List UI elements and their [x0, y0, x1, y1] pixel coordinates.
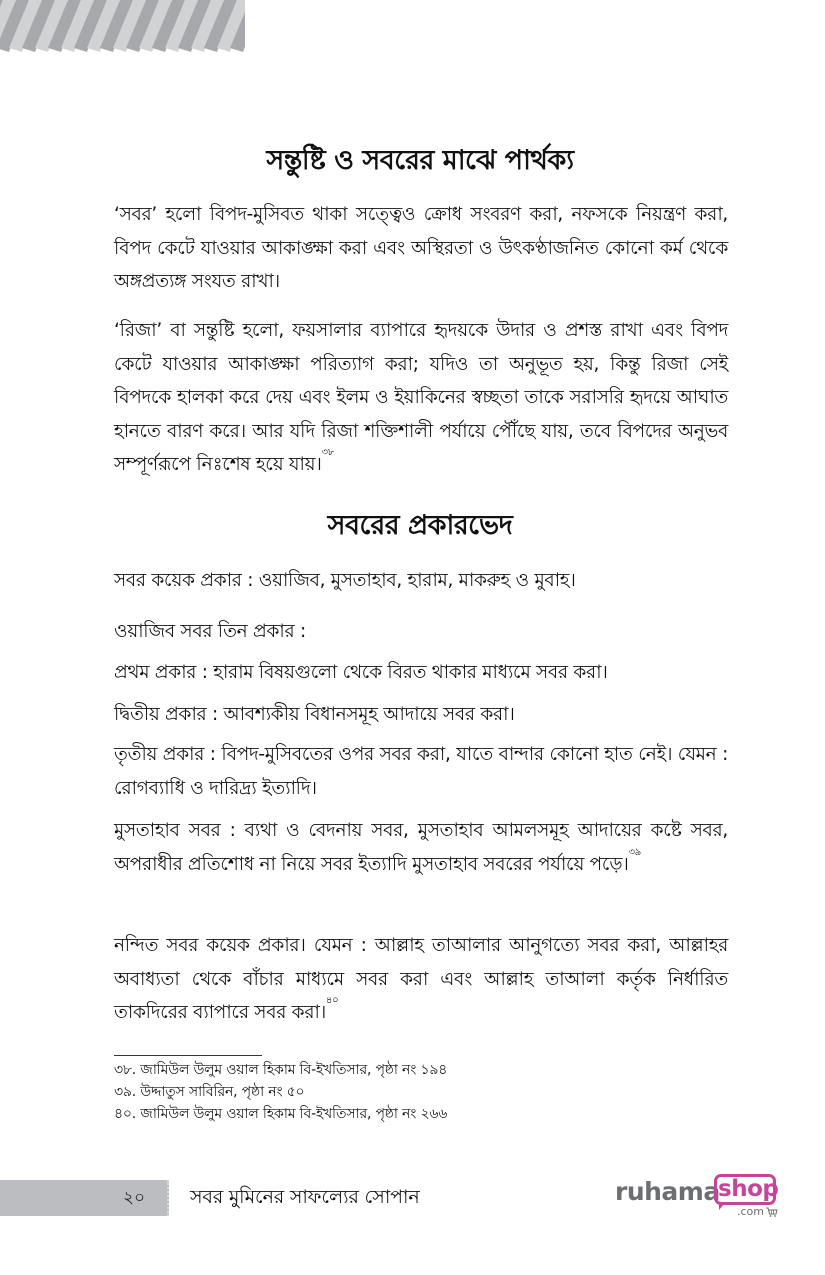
paragraph-text: তৃতীয় প্রকার : বিপদ-মুসিবতের ওপর সবর করা, যাতে বান্দার কোনো হাত নেই। যেমন : রোগব্যাধি ও দারিদ্র্য ইত্যাদি। [114, 744, 728, 799]
paragraph-wajib-three-types [114, 615, 728, 649]
page-number: ২০ [122, 1188, 146, 1208]
logo-text-ruhama: ruhama [615, 1177, 720, 1206]
paragraph-sabr-definition [114, 198, 728, 299]
header-stripes-decoration [0, 0, 245, 56]
paragraph-text: দ্বিতীয় প্রকার : আবশ্যকীয় বিধানসমূহ আদায়ে সবর করা। [114, 704, 515, 725]
footnote-divider [114, 1055, 262, 1056]
paragraph-second-type [114, 698, 728, 732]
section-heading-satisfaction-vs-patience: সন্তুষ্টি ও সবরের মাঝে পার্থক্য [266, 145, 574, 176]
footnotes [114, 1059, 714, 1125]
logo-text-shop: shop [718, 1176, 779, 1202]
logo-text-dotcom: .com [737, 1205, 764, 1218]
footnote-ref-38[interactable]: ৩৮ [321, 447, 334, 458]
footnote-ref-40[interactable]: ৪০ [325, 995, 339, 1006]
footnote-38: ৩৮. জামিউল উলুম ওয়াল হিকাম বি-ইখতিসার, পৃষ্ঠা নং ১৯৪ [114, 1062, 448, 1078]
paragraph-third-type [114, 738, 728, 805]
paragraph-text: ওয়াজিব সবর তিন প্রকার : [114, 621, 306, 642]
paragraph-praised-sabr [114, 929, 728, 1030]
shopping-cart-icon [766, 1207, 778, 1217]
paragraph-text: ‘সবর’ হলো বিপদ-মুসিবত থাকা সত্ত্বেও ক্রোধ সংবরণ করা, নফসকে নিয়ন্ত্রণ করা, বিপদ কেটে যাওয়ার আকাঙ্ক্ষা করা এবং অস্থিরতা ও উৎকণ্ঠাজনিত কোনো কর্ম থেকে অঙ্গপ্রত্যঙ্গ সংযত রাখা। [114, 204, 728, 292]
section-heading-types-of-sabr: সবরের প্রকারভেদ [327, 510, 513, 541]
paragraph-text: ‘রিজা’ বা সন্তুষ্টি হলো, ফয়সালার ব্যাপারে হৃদয়কে উদার ও প্রশস্ত রাখা এবং বিপদ কেটে যাওয়ার আকাঙ্ক্ষা পরিত্যাগ করা; যদিও তা অনুভূত হয়, কিন্তু রিজা সেই বিপদকে হালকা করে দেয় এবং ইলম ও ইয়াকিনের স্বচ্ছতা তাকে সরাসরি হৃদয়ে আঘাত হানতে বারণ করে। আর যদি রিজা শক্তিশালী পর্যায়ে পৌঁছে যায়, তবে বিপদের অনুভব সম্পূর্ণরূপে নিঃশেষ হয়ে যায়। [114, 320, 728, 475]
logo-bubble-tail [719, 1203, 725, 1210]
ruhamashop-logo [615, 1172, 790, 1224]
paragraph-text: প্রথম প্রকার : হারাম বিষয়গুলো থেকে বিরত থাকার মাধ্যমে সবর করা। [114, 662, 608, 683]
paragraph-rida-definition [114, 314, 728, 482]
footnote-ref-39[interactable]: ৩৯ [628, 846, 641, 858]
paragraph-sabr-types [114, 564, 728, 598]
footnote-40: ৪০. জামিউল উলুম ওয়াল হিকাম বি-ইখতিসার, পৃষ্ঠা নং ২৬৬ [114, 1106, 448, 1122]
paragraph-mustahab-sabr [114, 814, 728, 881]
paragraph-text: সবর কয়েক প্রকার : ওয়াজিব, মুসতাহাব, হারাম, মাকরুহ ও মুবাহ। [114, 570, 576, 591]
paragraph-text: মুসতাহাব সবর : ব্যথা ও বেদনায় সবর, মুসতাহাব আমলসমূহ আদায়ের কষ্টে সবর, অপরাধীর প্রতিশোধ না নিয়ে সবর ইত্যাদি মুসতাহাব সবরের পর্যায়ে পড়ে। [114, 820, 728, 875]
footnote-39: ৩৯. উদ্দাতুস সাবিরিন, পৃষ্ঠা নং ৫০ [114, 1084, 305, 1100]
paragraph-text: নন্দিত সবর কয়েক প্রকার। যেমন : আল্লাহ তাআলার আনুগত্যে সবর করা, আল্লাহর অবাধ্যতা থেকে বাঁচার মাধ্যমে সবর করা এবং আল্লাহ তাআলা কর্তৃক নির্ধারিত তাকদিরের ব্যাপারে সবর করা। [114, 935, 728, 1023]
paragraph-first-type [114, 656, 728, 690]
book-title: সবর মুমিনের সাফল্যের সোপান [190, 1186, 420, 1208]
